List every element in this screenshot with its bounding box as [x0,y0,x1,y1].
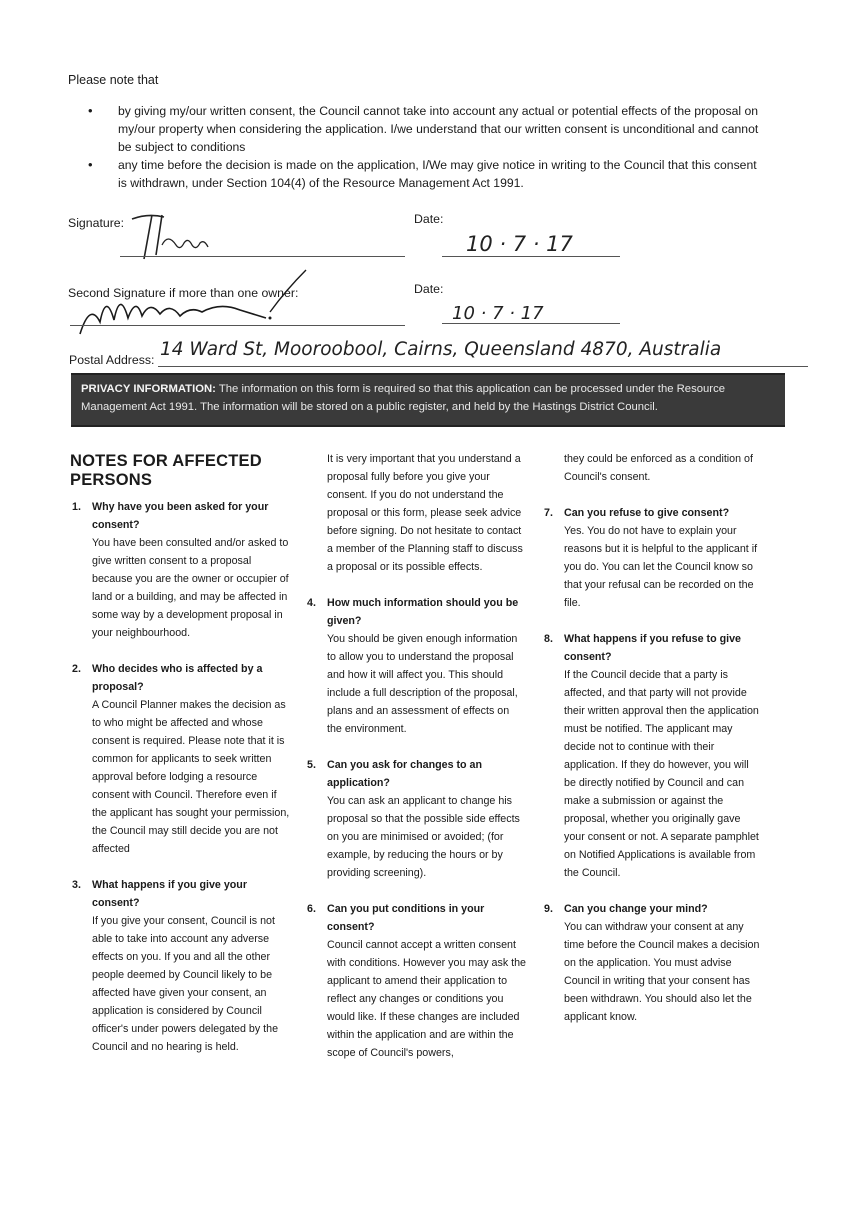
note-item [70,876,290,1056]
note-question: Can you change your mind? [564,903,708,915]
note-item [70,660,290,858]
note-item [542,504,762,612]
note-continuation: they could be enforced as a condition of Council's consent. [564,453,753,483]
note-question: Why have you been asked for your consent? [92,501,269,531]
notes-column-3 [542,450,762,1044]
note-question: Can you ask for changes to an application? [327,759,483,789]
note-question: What happens if you refuse to give consent? [564,633,741,663]
signature-line [120,256,405,257]
list-item: • by giving my/our written consent, the Council cannot take into account any actual or potential effects of the proposal on my/our property when considering the application. I/we understand that our written consent is unconditional and cannot be subject to conditions [88,102,768,156]
consent-conditions-list [88,102,768,192]
postal-address-label: Postal Address: [69,353,155,367]
privacy-information-banner [71,373,785,427]
note-question: What happens if you give your consent? [92,879,247,909]
date-label: Date: [414,212,444,226]
second-signature-image [70,262,310,342]
note-continuation: It is very important that you understand a proposal fully before you give your consent. If you do not understand the proposal or this form, please seek advice before signing. Do not hesitate to contact a member of the Planning staff to discuss a proposal or its possible effects. [327,453,523,573]
note-number: 5. [307,759,316,771]
note-answer: If you give your consent, Council is not able to take into account any adverse effects on you. If you and all the other people deemed by Council likely to be affected have given your consent, an application is considered by Council officer's under powers delegated by the Council and no hearing is held. [92,915,279,1053]
privacy-heading: PRIVACY INFORMATION: [81,383,216,395]
note-item [305,900,527,1062]
note-number: 2. [72,663,81,675]
second-signature-label: Second Signature if more than one owner: [68,286,299,300]
note-item [305,756,527,882]
note-question: How much information should you be given? [327,597,519,627]
note-number: 8. [544,633,553,645]
note-number: 7. [544,507,553,519]
signature-label: Signature: [68,216,125,230]
note-item [542,900,762,1026]
note-answer: You have been consulted and/or asked to give written consent to a proposal because you are the owner or occupier of land or a building, and may be affected in some way by a development proposal in your neighbourhood. [92,537,289,639]
intro-text: Please note that [68,73,159,87]
note-item [542,630,762,882]
date-value: 10 · 7 · 17 [466,232,573,256]
note-answer: You should be given enough information to allow you to understand the proposal and how it will affect you. This should include a full description of the proposal, plans and an assessment of effects on the environment. [327,633,518,735]
note-number: 4. [307,597,316,609]
second-date-line [442,323,620,324]
note-answer: Yes. You do not have to explain your reasons but it is helpful to the applicant if you do. You can let the Council know so that your refusal can be recorded on the file. [564,525,758,609]
date-line [442,256,620,257]
note-question: Can you put conditions in your consent? [327,903,485,933]
note-answer: You can ask an applicant to change his proposal so that the possible side effects on you are minimised or avoided; (for example, by reducing the hours or by providing screening). [327,795,520,879]
notes-column-2 [305,450,527,1080]
privacy-text: The information on this form is required so that this application can be processed under the Resource Management Act 1991. The information will be stored on a public register, and held by the Hastings District Council. [81,383,726,413]
notes-column-1 [70,450,290,1074]
note-item [305,594,527,738]
second-date-label: Date: [414,282,444,296]
postal-address-value: 14 Ward St, Mooroobool, Cairns, Queensland 4870, Australia [160,339,722,360]
postal-address-line [158,366,808,367]
note-number: 6. [307,903,316,915]
note-question: Can you refuse to give consent? [564,507,730,519]
note-question: Who decides who is affected by a proposal? [92,663,263,693]
note-answer: A Council Planner makes the decision as to who might be affected and whose consent is required. Please note that it is common for applicants to seek written approval before lodging a resource consent with Council. Therefore even if the applicant has sought your permission, the Council may still decide you are not affected [92,699,290,855]
second-date-value: 10 · 7 · 17 [452,303,544,324]
note-answer: You can withdraw your consent at any time before the Council makes a decision on the application. You must advise Council in writing that your consent has been withdrawn. You should also let the applicant know. [564,921,760,1023]
note-number: 9. [544,903,553,915]
notes-title: NOTES FOR AFFECTED PERSONS [70,452,262,489]
note-number: 1. [72,501,81,513]
note-answer: If the Council decide that a party is affected, and that party will not provide their written approval then the application must be notified. The applicant may decide not to continue with their application. If they do however, you will be directly notified by Council and can make a submission or against the proposal, whether you originally gave your consent or not. A separate pamphlet on Notified Applications is available from the Council. [564,669,759,879]
note-number: 3. [72,879,81,891]
list-item: • any time before the decision is made on the application, I/We may give notice in writing to the Council that this consent is withdrawn, under Section 104(4) of the Resource Management Act 1991. [88,156,768,192]
note-answer: Council cannot accept a written consent with conditions. However you may ask the applicant to amend their application to reflect any changes or conditions you would like. If these changes are included within the application and are within the scope of Council's powers, [327,939,526,1059]
note-item [70,498,290,642]
second-signature-line [70,325,405,326]
